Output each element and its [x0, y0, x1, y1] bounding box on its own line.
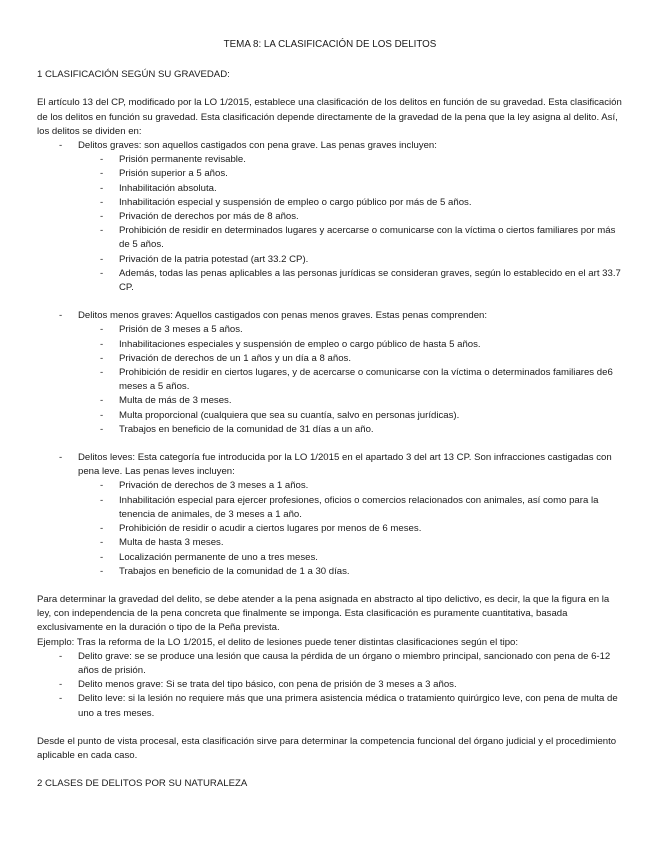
list-item: - Inhabilitación especial para ejercer profesiones, oficios o comercios relacionados con animales, así como para la tenencia de animales, de 3 meses a 1 año. [78, 494, 623, 522]
list-item: - Inhabilitaciones especiales y suspensión de empleo o cargo público de hasta 5 años. [78, 338, 623, 352]
list-item: - Privación de derechos de un 1 años y un día a 8 años. [78, 352, 623, 366]
penas-menos-graves-list [78, 323, 623, 437]
list-item: - Multa de más de 3 meses. [78, 394, 623, 408]
ejemplo-list [37, 650, 623, 721]
delitos-leves-label: Delitos leves: Esta categoría fue introducida por la LO 1/2015 en el apartado 3 del art 13 CP. Son infracciones castigadas con pena leve. Las penas leves incluyen: [78, 452, 612, 478]
penas-graves-list [78, 153, 623, 295]
list-item: - Privación de derechos por más de 8 años. [78, 210, 623, 224]
list-item: - Inhabilitación absoluta. [78, 182, 623, 196]
delitos-graves-item [37, 139, 623, 309]
list-item: - Delito leve: si la lesión no requiere más que una primera asistencia médica o tratamiento quirúrgico leve, con pena de multa de uno a tres meses. [37, 692, 623, 720]
list-item: - Trabajos en beneficio de la comunidad de 1 a 30 días. [78, 565, 623, 579]
delitos-list [37, 139, 623, 579]
procesal-paragraph: Desde el punto de vista procesal, esta clasificación sirve para determinar la competencia funcional del órgano judicial y el procedimiento aplicable en cada caso. [37, 735, 617, 761]
list-item: - Trabajos en beneficio de la comunidad de 31 días a un año. [78, 423, 623, 437]
list-item: - Inhabilitación especial y suspensión de empleo o cargo público por más de 5 años. [78, 196, 623, 210]
list-item: - Prisión permanente revisable. [78, 153, 623, 167]
penas-leves-list [78, 479, 623, 578]
list-item: - Prohibición de residir en ciertos lugares, y de acercarse o comunicarse con la víctima o determinados familiares de6 meses a 5 años. [78, 366, 623, 394]
list-item: - Prisión de 3 meses a 5 años. [78, 323, 623, 337]
delitos-leves-item [37, 451, 623, 579]
list-item: - Además, todas las penas aplicables a las personas jurídicas se consideran graves, según lo establecido en el art 33.7 CP. [78, 267, 623, 295]
delitos-menos-graves-item [37, 309, 623, 451]
delitos-menos-graves-label: Delitos menos graves: Aquellos castigados con penas menos graves. Estas penas comprenden: [78, 310, 488, 322]
ejemplo-paragraph: Ejemplo: Tras la reforma de la LO 1/2015, el delito de lesiones puede tener distintas clasificaciones según el tipo: [37, 636, 519, 648]
list-item: - Prisión superior a 5 años. [78, 167, 623, 181]
list-item: - Delito grave: se se produce una lesión que causa la pérdida de un órgano o miembro principal, sancionado con pena de 6-12 años de prisión. [37, 650, 623, 678]
list-item: - Multa proporcional (cualquiera que sea su cuantía, salvo en personas jurídicas). [78, 409, 623, 423]
section-heading-2: 2 CLASES DE DELITOS POR SU NATURALEZA [37, 778, 248, 790]
delitos-graves-label: Delitos graves: son aquellos castigados con pena grave. Las penas graves incluyen: [78, 140, 437, 152]
list-item: - Localización permanente de uno a tres meses. [78, 551, 623, 565]
list-item: - Delito menos grave: Si se trata del tipo básico, con pena de prisión de 3 meses a 3 años. [37, 678, 623, 692]
list-item: - Prohibición de residir en determinados lugares y acercarse o comunicarse con la víctima o ciertos familiares por más de 5 años. [78, 224, 623, 252]
list-item: - Privación de derechos de 3 meses a 1 años. [78, 479, 623, 493]
list-item: - Privación de la patria potestad (art 33.2 CP). [78, 253, 623, 267]
list-item: - Multa de hasta 3 meses. [78, 536, 623, 550]
determinar-paragraph: Para determinar la gravedad del delito, se debe atender a la pena asignada en abstracto al tipo delictivo, es decir, la que la figura en la ley, con independencia de la pena concreta que finalmente se imponga. Esta clasificación es puramente cuantitativa, basada exclusivamente en la duración o tipo de la Peña prevista. [37, 593, 610, 634]
page-title: TEMA 8: LA CLASIFICACIÓN DE LOS DELITOS [223, 39, 437, 50]
intro-paragraph: El artículo 13 del CP, modificado por la LO 1/2015, establece una clasificación de los delitos en función de su gravedad. Esta clasificación de los delitos en función su gravedad. Esta clasificación depende directamente de la gravedad de la pena que la ley asigna al delito. Así, los delitos se dividen en: [37, 97, 622, 137]
list-item: - Prohibición de residir o acudir a ciertos lugares por menos de 6 meses. [78, 522, 623, 536]
section-heading-1: 1 CLASIFICACIÓN SEGÚN SU GRAVEDAD: [37, 69, 230, 81]
